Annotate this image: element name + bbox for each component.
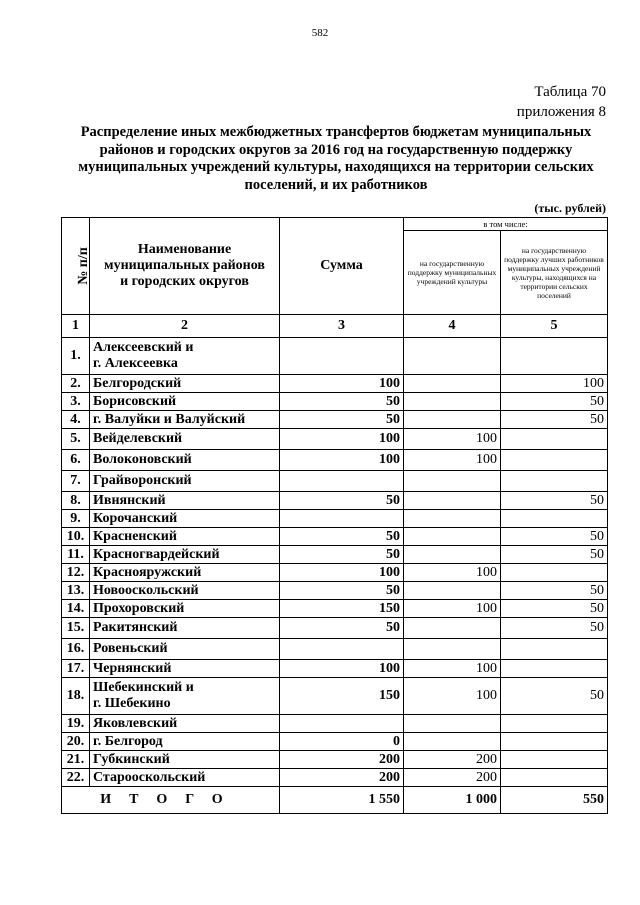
row-index: 15. [62,618,90,639]
row-col5 [501,338,608,375]
row-index: 21. [62,751,90,769]
row-index: 17. [62,660,90,678]
row-name-line: Корочанский [93,510,178,526]
row-sum: 50 [280,528,404,546]
row-col4: 200 [404,751,501,769]
row-col4 [404,471,501,492]
row-col5: 50 [501,618,608,639]
row-name [90,660,280,678]
row-name [90,450,280,471]
row-col4: 200 [404,769,501,787]
row-sum: 50 [280,546,404,564]
table-row [62,639,608,660]
row-col4 [404,528,501,546]
row-index: 22. [62,769,90,787]
row-index: 8. [62,492,90,510]
row-col4: 100 [404,450,501,471]
row-name [90,411,280,429]
row-col4 [404,639,501,660]
row-col5: 50 [501,393,608,411]
row-col5 [501,450,608,471]
column-number: 5 [501,315,608,338]
row-name-line: Грайворонский [93,473,192,488]
row-col4 [404,492,501,510]
row-index: 5. [62,429,90,450]
row-name-line: Чернянский [93,660,172,676]
row-sum: 100 [280,660,404,678]
row-name-line: Красненский [93,528,177,544]
total-col4: 1 000 [404,787,501,814]
table-row [62,582,608,600]
row-col4 [404,338,501,375]
units-label: (тыс. рублей) [534,201,606,215]
row-sum: 0 [280,733,404,751]
row-index: 13. [62,582,90,600]
row-name [90,733,280,751]
row-sum [280,715,404,733]
row-col4: 100 [404,564,501,582]
row-sum: 150 [280,600,404,618]
row-col5 [501,639,608,660]
row-name [90,582,280,600]
row-index: 3. [62,393,90,411]
table-row [62,471,608,492]
row-col5: 50 [501,678,608,715]
row-sum: 50 [280,492,404,510]
row-sum: 200 [280,751,404,769]
total-col5: 550 [501,787,608,814]
row-index: 4. [62,411,90,429]
row-index: 20. [62,733,90,751]
row-col5: 50 [501,582,608,600]
table-row [62,564,608,582]
row-sum: 50 [280,411,404,429]
row-name [90,769,280,787]
row-name-line: Вейделевский [93,431,183,446]
total-label: ИТОГО [62,787,280,814]
transfers-table [61,217,608,814]
table-row [62,751,608,769]
row-index: 2. [62,375,90,393]
row-sum: 100 [280,450,404,471]
row-name [90,546,280,564]
header-col5: на государственную поддержку лучших работников муниципальных учреждений культуры, находящихся на территории сельских поселений [501,231,608,315]
row-name [90,564,280,582]
row-col5 [501,751,608,769]
row-sum: 100 [280,564,404,582]
row-index: 19. [62,715,90,733]
row-name [90,639,280,660]
table-row [62,618,608,639]
row-name-line: г. Валуйки и Валуйский [93,411,246,427]
table-row [62,678,608,715]
row-name [90,751,280,769]
row-name-line: Борисовский [93,393,177,409]
row-index: 7. [62,471,90,492]
row-sum [280,510,404,528]
row-sum: 100 [280,429,404,450]
header-including: в том числе: [404,218,608,231]
row-col4: 100 [404,600,501,618]
table-row [62,546,608,564]
row-name-line: г. Белгород [93,733,163,749]
row-name [90,471,280,492]
row-col5 [501,429,608,450]
row-col4 [404,393,501,411]
row-name-line: Красногвардейский [93,546,220,562]
row-name [90,429,280,450]
row-col5 [501,769,608,787]
column-number: 1 [62,315,90,338]
row-index: 6. [62,450,90,471]
row-col5 [501,715,608,733]
row-index: 12. [62,564,90,582]
row-col5 [501,660,608,678]
row-name [90,715,280,733]
table-row [62,429,608,450]
row-index: 9. [62,510,90,528]
table-row [62,715,608,733]
row-name-line: Ровеньский [93,641,168,656]
column-numbers [62,315,608,338]
table-row [62,769,608,787]
row-col4 [404,582,501,600]
row-index: 16. [62,639,90,660]
row-name-line: Шебекинский и [93,680,194,695]
table-row [62,660,608,678]
table-row [62,393,608,411]
row-col5 [501,733,608,751]
row-col5: 50 [501,528,608,546]
column-number: 3 [280,315,404,338]
row-name [90,393,280,411]
row-sum [280,639,404,660]
page-number: 582 [311,27,329,39]
row-col4 [404,546,501,564]
table-ref-line2: приложения 8 [516,104,606,120]
row-col4: 100 [404,660,501,678]
row-col5: 50 [501,546,608,564]
row-col4 [404,411,501,429]
row-name [90,338,280,375]
header-sum: Сумма [280,218,404,315]
row-sum [280,338,404,375]
document-title: Распределение иных межбюджетных трансфертов бюджетам муниципальных районов и городских округов за 2016 год на государственную поддержку муниципальных учреждений культуры, находящихся на территории сельских поселений, и их работников [78,124,594,193]
row-name-line: Губкинский [93,751,170,767]
table-reference [517,82,606,122]
row-name-line: Яковлевский [93,715,178,731]
table-row [62,338,608,375]
row-col5: 100 [501,375,608,393]
row-name-line: Волоконовский [93,452,192,467]
row-name-line: Прохоровский [93,600,185,616]
row-name [90,528,280,546]
table-row [62,528,608,546]
row-sum: 200 [280,769,404,787]
row-name-line: Алексеевский и [93,340,194,355]
row-name-line: Ивнянский [93,492,166,508]
row-col5 [501,510,608,528]
table-row [62,600,608,618]
total-sum: 1 550 [280,787,404,814]
row-col5: 50 [501,600,608,618]
table-footer [62,787,608,814]
table-row [62,492,608,510]
row-name-line: г. Шебекино [93,696,171,711]
row-col5: 50 [501,492,608,510]
total-row [62,787,608,814]
table-header [62,218,608,315]
row-name [90,492,280,510]
table-row [62,510,608,528]
row-col4: 100 [404,678,501,715]
row-name-line: Старооскольский [93,769,206,785]
row-sum: 100 [280,375,404,393]
row-name [90,510,280,528]
header-number: № п/п [62,218,90,315]
row-col5 [501,471,608,492]
header-col4: на государственную поддержку муниципальных учреждений культуры [404,231,501,315]
row-col4 [404,510,501,528]
column-number: 4 [404,315,501,338]
table-row [62,375,608,393]
row-index: 1. [62,338,90,375]
row-sum: 50 [280,582,404,600]
table-ref-line1: Таблица 70 [534,84,606,100]
row-col4 [404,375,501,393]
row-col4 [404,618,501,639]
row-sum [280,471,404,492]
row-index: 10. [62,528,90,546]
row-name [90,375,280,393]
row-sum: 150 [280,678,404,715]
row-name-line: Ракитянский [93,620,178,635]
row-index: 14. [62,600,90,618]
row-index: 11. [62,546,90,564]
row-name-line: Белгородский [93,375,182,391]
table-body [62,338,608,787]
row-index: 18. [62,678,90,715]
row-sum: 50 [280,393,404,411]
row-name [90,678,280,715]
row-name-line: Краснояружский [93,564,202,580]
row-col4 [404,733,501,751]
table-row [62,450,608,471]
row-col5 [501,564,608,582]
row-sum: 50 [280,618,404,639]
row-name-line: г. Алексеевка [93,356,178,371]
header-name: Наименование муниципальных районов и городских округов [90,218,280,315]
column-number: 2 [90,315,280,338]
row-name [90,618,280,639]
row-name [90,600,280,618]
table-row [62,733,608,751]
row-col4 [404,715,501,733]
table-row [62,411,608,429]
row-name-line: Новооскольский [93,582,199,598]
row-col5: 50 [501,411,608,429]
row-col4: 100 [404,429,501,450]
